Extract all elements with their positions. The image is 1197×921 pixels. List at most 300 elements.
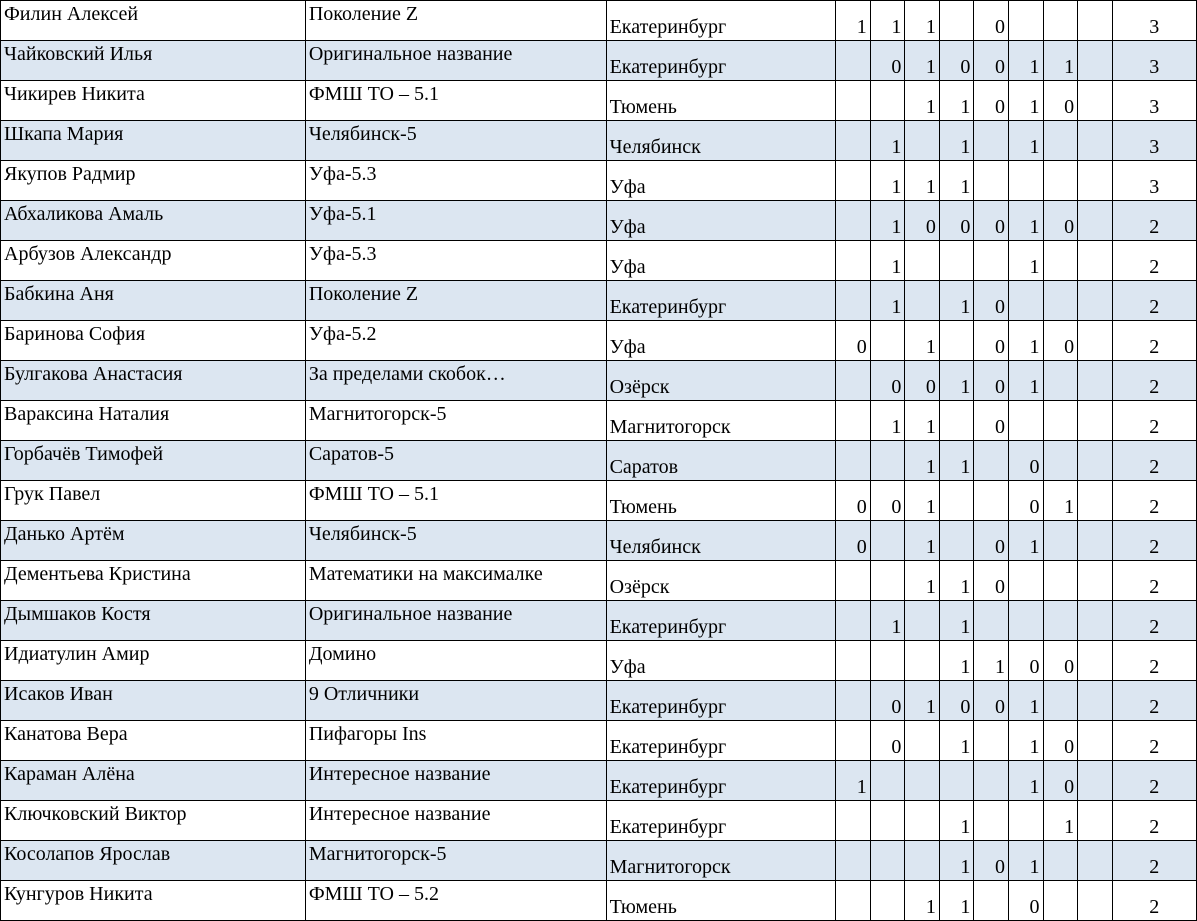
problem-score-cell [1043, 441, 1078, 481]
problem-score-cell: 1 [939, 881, 974, 921]
participant-name-cell: Шкапа Мария [1, 121, 306, 161]
table-row [1, 81, 1197, 121]
problem-score-cell [1078, 601, 1113, 641]
problem-score-cell: 1 [1043, 801, 1078, 841]
total-score-cell: 2 [1112, 561, 1196, 601]
total-score-cell: 2 [1112, 881, 1196, 921]
city-cell: Челябинск [606, 121, 836, 161]
problem-score-cell: 0 [836, 321, 871, 361]
problem-score-cell [1008, 161, 1043, 201]
problem-score-cell [1043, 241, 1078, 281]
total-score-cell: 2 [1112, 761, 1196, 801]
problem-score-cell [836, 81, 871, 121]
city-cell: Екатеринбург [606, 281, 836, 321]
problem-score-cell [1078, 841, 1113, 881]
problem-score-cell: 0 [1008, 881, 1043, 921]
table-row [1, 881, 1197, 921]
problem-score-cell [905, 801, 940, 841]
problem-score-cell: 0 [974, 521, 1009, 561]
problem-score-cell: 0 [1043, 201, 1078, 241]
participant-name-cell: Канатова Вера [1, 721, 306, 761]
problem-score-cell: 1 [905, 401, 940, 441]
problem-score-cell [1043, 401, 1078, 441]
results-table-body [1, 1, 1197, 921]
problem-score-cell [905, 841, 940, 881]
problem-score-cell [836, 601, 871, 641]
problem-score-cell [1078, 281, 1113, 321]
problem-score-cell [1008, 561, 1043, 601]
table-row [1, 1, 1197, 41]
table-row [1, 321, 1197, 361]
problem-score-cell: 1 [939, 641, 974, 681]
problem-score-cell [974, 441, 1009, 481]
problem-score-cell: 0 [870, 41, 905, 81]
participant-name-cell: Чайковский Илья [1, 41, 306, 81]
total-score-cell: 2 [1112, 401, 1196, 441]
city-cell: Магнитогорск [606, 841, 836, 881]
problem-score-cell: 1 [939, 161, 974, 201]
table-row [1, 401, 1197, 441]
problem-score-cell [1043, 601, 1078, 641]
problem-score-cell: 1 [939, 81, 974, 121]
team-name-cell: Уфа-5.3 [305, 161, 606, 201]
participant-name-cell: Кунгуров Никита [1, 881, 306, 921]
total-score-cell: 2 [1112, 681, 1196, 721]
table-row [1, 721, 1197, 761]
problem-score-cell: 1 [905, 681, 940, 721]
city-cell: Екатеринбург [606, 601, 836, 641]
problem-score-cell: 1 [939, 561, 974, 601]
participant-name-cell: Горбачёв Тимофей [1, 441, 306, 481]
total-score-cell: 2 [1112, 241, 1196, 281]
problem-score-cell [1078, 401, 1113, 441]
problem-score-cell: 0 [870, 481, 905, 521]
problem-score-cell [836, 121, 871, 161]
problem-score-cell [836, 841, 871, 881]
problem-score-cell: 0 [905, 361, 940, 401]
problem-score-cell [939, 401, 974, 441]
table-row [1, 681, 1197, 721]
problem-score-cell [974, 721, 1009, 761]
problem-score-cell: 0 [1008, 441, 1043, 481]
problem-score-cell [1078, 561, 1113, 601]
city-cell: Саратов [606, 441, 836, 481]
problem-score-cell [1078, 81, 1113, 121]
participant-name-cell: Арбузов Александр [1, 241, 306, 281]
total-score-cell: 2 [1112, 481, 1196, 521]
city-cell: Екатеринбург [606, 41, 836, 81]
problem-score-cell: 1 [939, 361, 974, 401]
participant-name-cell: Чикирев Никита [1, 81, 306, 121]
team-name-cell: Интересное название [305, 761, 606, 801]
city-cell: Магнитогорск [606, 401, 836, 441]
participant-name-cell: Бабкина Аня [1, 281, 306, 321]
city-cell: Уфа [606, 161, 836, 201]
problem-score-cell [870, 641, 905, 681]
problem-score-cell: 0 [870, 721, 905, 761]
problem-score-cell [974, 881, 1009, 921]
problem-score-cell: 1 [870, 1, 905, 41]
participant-name-cell: Ключковский Виктор [1, 801, 306, 841]
participant-name-cell: Дементьева Кристина [1, 561, 306, 601]
problem-score-cell [1043, 681, 1078, 721]
problem-score-cell: 1 [870, 401, 905, 441]
city-cell: Озёрск [606, 361, 836, 401]
city-cell: Екатеринбург [606, 681, 836, 721]
problem-score-cell: 1 [905, 1, 940, 41]
problem-score-cell: 0 [939, 681, 974, 721]
problem-score-cell [836, 441, 871, 481]
team-name-cell: Поколение Z [305, 1, 606, 41]
problem-score-cell [1078, 201, 1113, 241]
total-score-cell: 3 [1112, 41, 1196, 81]
team-name-cell: ФМШ ТО – 5.1 [305, 81, 606, 121]
problem-score-cell: 0 [905, 201, 940, 241]
team-name-cell: Уфа-5.1 [305, 201, 606, 241]
problem-score-cell [870, 561, 905, 601]
problem-score-cell: 0 [939, 41, 974, 81]
problem-score-cell [870, 801, 905, 841]
problem-score-cell [1078, 761, 1113, 801]
problem-score-cell: 1 [1008, 81, 1043, 121]
problem-score-cell: 1 [870, 121, 905, 161]
problem-score-cell [1043, 841, 1078, 881]
problem-score-cell [974, 801, 1009, 841]
problem-score-cell: 0 [974, 281, 1009, 321]
participant-name-cell: Исаков Иван [1, 681, 306, 721]
problem-score-cell: 0 [974, 321, 1009, 361]
problem-score-cell: 0 [1043, 721, 1078, 761]
problem-score-cell: 1 [870, 201, 905, 241]
problem-score-cell [1043, 161, 1078, 201]
team-name-cell: Домино [305, 641, 606, 681]
team-name-cell: Поколение Z [305, 281, 606, 321]
table-row [1, 121, 1197, 161]
problem-score-cell: 0 [870, 681, 905, 721]
team-name-cell: Саратов-5 [305, 441, 606, 481]
city-cell: Екатеринбург [606, 801, 836, 841]
city-cell: Озёрск [606, 561, 836, 601]
team-name-cell: 9 Отличники [305, 681, 606, 721]
team-name-cell: ФМШ ТО – 5.2 [305, 881, 606, 921]
problem-score-cell: 0 [974, 1, 1009, 41]
problem-score-cell [836, 241, 871, 281]
problem-score-cell: 1 [905, 321, 940, 361]
problem-score-cell: 1 [905, 161, 940, 201]
problem-score-cell [870, 521, 905, 561]
problem-score-cell [974, 241, 1009, 281]
problem-score-cell [870, 841, 905, 881]
problem-score-cell [836, 641, 871, 681]
table-row [1, 481, 1197, 521]
problem-score-cell: 0 [974, 841, 1009, 881]
team-name-cell: Магнитогорск-5 [305, 841, 606, 881]
problem-score-cell: 1 [939, 801, 974, 841]
problem-score-cell [836, 681, 871, 721]
problem-score-cell: 1 [1008, 241, 1043, 281]
problem-score-cell: 1 [939, 121, 974, 161]
problem-score-cell: 1 [939, 601, 974, 641]
total-score-cell: 3 [1112, 81, 1196, 121]
problem-score-cell [1008, 401, 1043, 441]
city-cell: Екатеринбург [606, 1, 836, 41]
team-name-cell: Челябинск-5 [305, 521, 606, 561]
problem-score-cell: 1 [1008, 681, 1043, 721]
team-name-cell: ФМШ ТО – 5.1 [305, 481, 606, 521]
problem-score-cell [1078, 441, 1113, 481]
table-row [1, 641, 1197, 681]
problem-score-cell [836, 801, 871, 841]
problem-score-cell [870, 81, 905, 121]
problem-score-cell [836, 721, 871, 761]
problem-score-cell: 0 [1043, 321, 1078, 361]
problem-score-cell: 0 [974, 81, 1009, 121]
table-row [1, 161, 1197, 201]
total-score-cell: 3 [1112, 121, 1196, 161]
problem-score-cell: 1 [939, 721, 974, 761]
participant-name-cell: Абхаликова Амаль [1, 201, 306, 241]
problem-score-cell: 0 [1043, 81, 1078, 121]
problem-score-cell [905, 641, 940, 681]
problem-score-cell [1078, 241, 1113, 281]
problem-score-cell [1008, 801, 1043, 841]
team-name-cell: Оригинальное название [305, 601, 606, 641]
problem-score-cell: 1 [870, 161, 905, 201]
problem-score-cell [939, 521, 974, 561]
problem-score-cell: 1 [905, 441, 940, 481]
city-cell: Тюмень [606, 481, 836, 521]
team-name-cell: Челябинск-5 [305, 121, 606, 161]
participant-name-cell: Баринова София [1, 321, 306, 361]
city-cell: Уфа [606, 201, 836, 241]
problem-score-cell: 0 [974, 561, 1009, 601]
problem-score-cell [1043, 121, 1078, 161]
team-name-cell: Оригинальное название [305, 41, 606, 81]
city-cell: Уфа [606, 641, 836, 681]
city-cell: Екатеринбург [606, 721, 836, 761]
total-score-cell: 2 [1112, 801, 1196, 841]
table-row [1, 41, 1197, 81]
problem-score-cell [905, 241, 940, 281]
problem-score-cell: 1 [939, 441, 974, 481]
total-score-cell: 2 [1112, 841, 1196, 881]
problem-score-cell [1078, 161, 1113, 201]
problem-score-cell: 0 [1008, 481, 1043, 521]
problem-score-cell: 1 [905, 881, 940, 921]
problem-score-cell: 0 [870, 361, 905, 401]
problem-score-cell [870, 441, 905, 481]
problem-score-cell [836, 201, 871, 241]
problem-score-cell: 1 [1008, 521, 1043, 561]
participant-name-cell: Грук Павел [1, 481, 306, 521]
total-score-cell: 2 [1112, 521, 1196, 561]
problem-score-cell [939, 321, 974, 361]
table-row [1, 841, 1197, 881]
problem-score-cell [1078, 521, 1113, 561]
problem-score-cell: 1 [1008, 841, 1043, 881]
problem-score-cell [1078, 361, 1113, 401]
problem-score-cell [836, 41, 871, 81]
problem-score-cell: 0 [974, 41, 1009, 81]
total-score-cell: 2 [1112, 281, 1196, 321]
problem-score-cell: 1 [1008, 41, 1043, 81]
team-name-cell: Магнитогорск-5 [305, 401, 606, 441]
participant-name-cell: Идиатулин Амир [1, 641, 306, 681]
participant-name-cell: Филин Алексей [1, 1, 306, 41]
problem-score-cell [974, 761, 1009, 801]
problem-score-cell: 1 [905, 41, 940, 81]
problem-score-cell [1008, 601, 1043, 641]
table-row [1, 761, 1197, 801]
participant-name-cell: Данько Артём [1, 521, 306, 561]
problem-score-cell [1078, 321, 1113, 361]
team-name-cell: Уфа-5.3 [305, 241, 606, 281]
problem-score-cell [1008, 1, 1043, 41]
problem-score-cell [905, 601, 940, 641]
problem-score-cell [1078, 681, 1113, 721]
table-row [1, 441, 1197, 481]
problem-score-cell [1043, 881, 1078, 921]
total-score-cell: 3 [1112, 1, 1196, 41]
problem-score-cell: 1 [905, 561, 940, 601]
problem-score-cell: 1 [870, 601, 905, 641]
team-name-cell: Интересное название [305, 801, 606, 841]
city-cell: Уфа [606, 321, 836, 361]
problem-score-cell: 1 [974, 641, 1009, 681]
problem-score-cell [1078, 41, 1113, 81]
problem-score-cell [1078, 801, 1113, 841]
problem-score-cell [939, 481, 974, 521]
problem-score-cell: 1 [1008, 201, 1043, 241]
problem-score-cell: 0 [974, 401, 1009, 441]
problem-score-cell [1043, 1, 1078, 41]
problem-score-cell: 1 [836, 1, 871, 41]
problem-score-cell [939, 761, 974, 801]
problem-score-cell: 0 [939, 201, 974, 241]
team-name-cell: Пифагоры Ins [305, 721, 606, 761]
participant-name-cell: Булгакова Анастасия [1, 361, 306, 401]
total-score-cell: 3 [1112, 161, 1196, 201]
problem-score-cell: 1 [870, 281, 905, 321]
problem-score-cell: 1 [905, 521, 940, 561]
total-score-cell: 2 [1112, 201, 1196, 241]
table-row [1, 241, 1197, 281]
problem-score-cell: 0 [1008, 641, 1043, 681]
problem-score-cell [905, 721, 940, 761]
problem-score-cell [836, 281, 871, 321]
problem-score-cell [1043, 361, 1078, 401]
table-row [1, 801, 1197, 841]
team-name-cell: За пределами скобок… [305, 361, 606, 401]
table-row [1, 201, 1197, 241]
problem-score-cell: 1 [836, 761, 871, 801]
problem-score-cell: 1 [905, 481, 940, 521]
problem-score-cell [1078, 721, 1113, 761]
team-name-cell: Математики на максималке [305, 561, 606, 601]
participant-name-cell: Косолапов Ярослав [1, 841, 306, 881]
participant-name-cell: Якупов Радмир [1, 161, 306, 201]
problem-score-cell [836, 161, 871, 201]
total-score-cell: 2 [1112, 361, 1196, 401]
problem-score-cell [870, 761, 905, 801]
problem-score-cell: 0 [1043, 641, 1078, 681]
table-row [1, 281, 1197, 321]
problem-score-cell [905, 281, 940, 321]
problem-score-cell: 1 [1043, 481, 1078, 521]
problem-score-cell: 1 [1043, 41, 1078, 81]
problem-score-cell: 0 [974, 201, 1009, 241]
problem-score-cell [974, 161, 1009, 201]
problem-score-cell: 1 [1008, 721, 1043, 761]
total-score-cell: 2 [1112, 721, 1196, 761]
problem-score-cell: 1 [1008, 121, 1043, 161]
problem-score-cell [1043, 561, 1078, 601]
problem-score-cell: 1 [1008, 761, 1043, 801]
problem-score-cell [1078, 481, 1113, 521]
problem-score-cell [1078, 1, 1113, 41]
problem-score-cell: 1 [905, 81, 940, 121]
participant-name-cell: Караман Алёна [1, 761, 306, 801]
problem-score-cell: 1 [939, 281, 974, 321]
problem-score-cell [974, 121, 1009, 161]
total-score-cell: 2 [1112, 601, 1196, 641]
problem-score-cell [1043, 281, 1078, 321]
problem-score-cell [939, 241, 974, 281]
problem-score-cell [1043, 521, 1078, 561]
problem-score-cell [870, 881, 905, 921]
city-cell: Екатеринбург [606, 761, 836, 801]
problem-score-cell [870, 321, 905, 361]
problem-score-cell [905, 121, 940, 161]
total-score-cell: 2 [1112, 641, 1196, 681]
problem-score-cell [836, 401, 871, 441]
problem-score-cell [974, 481, 1009, 521]
problem-score-cell [974, 601, 1009, 641]
team-name-cell: Уфа-5.2 [305, 321, 606, 361]
table-row [1, 601, 1197, 641]
problem-score-cell [836, 361, 871, 401]
problem-score-cell [1078, 641, 1113, 681]
total-score-cell: 2 [1112, 441, 1196, 481]
table-row [1, 361, 1197, 401]
total-score-cell: 2 [1112, 321, 1196, 361]
problem-score-cell: 0 [974, 361, 1009, 401]
problem-score-cell [1078, 881, 1113, 921]
problem-score-cell: 1 [1008, 361, 1043, 401]
problem-score-cell [939, 1, 974, 41]
problem-score-cell [836, 881, 871, 921]
problem-score-cell: 0 [836, 481, 871, 521]
problem-score-cell: 1 [1008, 321, 1043, 361]
problem-score-cell: 0 [836, 521, 871, 561]
city-cell: Тюмень [606, 81, 836, 121]
participant-name-cell: Вараксина Наталия [1, 401, 306, 441]
table-row [1, 561, 1197, 601]
problem-score-cell: 0 [974, 681, 1009, 721]
city-cell: Челябинск [606, 521, 836, 561]
problem-score-cell: 1 [939, 841, 974, 881]
problem-score-cell [1078, 121, 1113, 161]
problem-score-cell: 1 [870, 241, 905, 281]
problem-score-cell [905, 761, 940, 801]
city-cell: Тюмень [606, 881, 836, 921]
table-row [1, 521, 1197, 561]
problem-score-cell [836, 561, 871, 601]
city-cell: Уфа [606, 241, 836, 281]
participant-name-cell: Дымшаков Костя [1, 601, 306, 641]
problem-score-cell [1008, 281, 1043, 321]
problem-score-cell: 0 [1043, 761, 1078, 801]
